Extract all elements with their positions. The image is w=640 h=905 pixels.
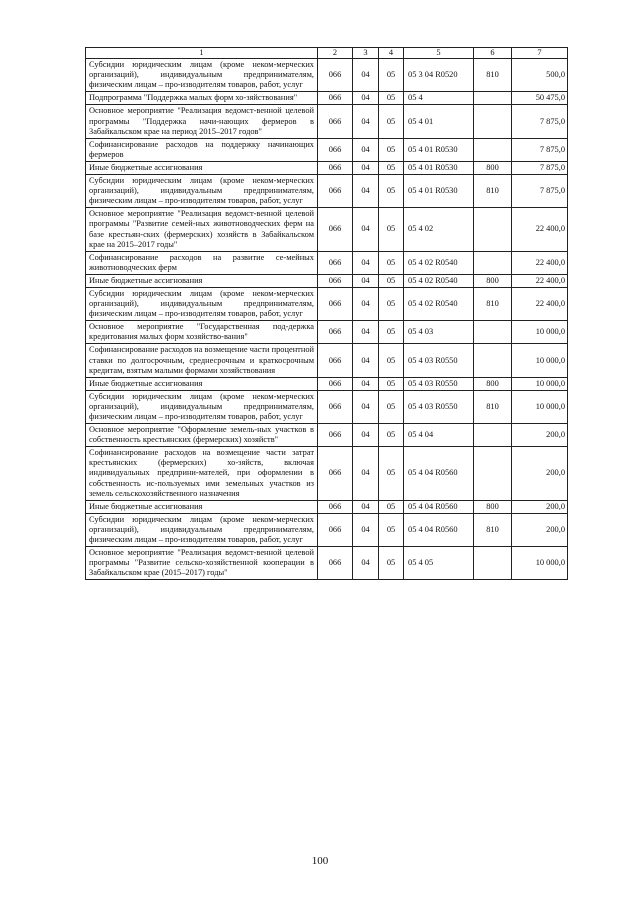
header-col-4: 4: [379, 48, 404, 59]
cell-amount: 7 875,0: [512, 138, 568, 161]
cell-target-article: 05 4 03 R0550: [404, 344, 474, 377]
cell-ministry-code: 066: [318, 59, 353, 92]
table-row: [86, 547, 568, 580]
cell-ministry-code: 066: [318, 92, 353, 105]
cell-target-article: 05 4 04 R0560: [404, 513, 474, 546]
cell-name: Подпрограмма "Поддержка малых форм хо-зяйствования": [86, 92, 318, 105]
cell-ministry-code: 066: [318, 251, 353, 274]
cell-expense-type: [474, 105, 512, 138]
cell-expense-type: 800: [474, 500, 512, 513]
cell-section: 04: [353, 175, 379, 208]
cell-subsection: 05: [379, 500, 404, 513]
budget-table: [85, 47, 568, 580]
cell-amount: 7 875,0: [512, 105, 568, 138]
cell-amount: 200,0: [512, 500, 568, 513]
cell-expense-type: [474, 92, 512, 105]
header-col-2: 2: [318, 48, 353, 59]
cell-section: 04: [353, 138, 379, 161]
table-row: [86, 513, 568, 546]
cell-section: 04: [353, 274, 379, 287]
cell-section: 04: [353, 287, 379, 320]
cell-target-article: 05 4 05: [404, 547, 474, 580]
header-col-3: 3: [353, 48, 379, 59]
cell-section: 04: [353, 208, 379, 251]
cell-name: Субсидии юридическим лицам (кроме неком-мерческих организаций), индивидуальным предпринимателям, физическим лицам – про-изводителям товаров, работ, услуг: [86, 513, 318, 546]
cell-subsection: 05: [379, 251, 404, 274]
cell-ministry-code: 066: [318, 390, 353, 423]
cell-ministry-code: 066: [318, 344, 353, 377]
cell-ministry-code: 066: [318, 447, 353, 500]
cell-ministry-code: 066: [318, 161, 353, 174]
cell-target-article: 05 4 04: [404, 424, 474, 447]
cell-name: Софинансирование расходов на возмещение части затрат крестьянских (фермерских) хо-зяйств, включая индивидуальных предприни-мателей, при оформлении в собственность ис-пользуемых ими земельных участков из земель сельскохозяйственного назначения: [86, 447, 318, 500]
cell-amount: 7 875,0: [512, 175, 568, 208]
table-row: [86, 161, 568, 174]
table-row: [86, 377, 568, 390]
cell-name: Софинансирование расходов на возмещение части процентной ставки по долгосрочным, среднесрочным и краткосрочным кредитам, взятым малыми формами хозяйствования: [86, 344, 318, 377]
header-col-1: 1: [86, 48, 318, 59]
table-row: [86, 287, 568, 320]
cell-target-article: 05 4 04 R0560: [404, 447, 474, 500]
cell-target-article: 05 4 02 R0540: [404, 251, 474, 274]
cell-amount: 7 875,0: [512, 161, 568, 174]
cell-subsection: 05: [379, 161, 404, 174]
table-row: [86, 390, 568, 423]
cell-ministry-code: 066: [318, 208, 353, 251]
cell-name: Иные бюджетные ассигнования: [86, 500, 318, 513]
header-col-6: 6: [474, 48, 512, 59]
cell-name: Субсидии юридическим лицам (кроме неком-мерческих организаций), индивидуальным предпринимателям, физическим лицам – про-изводителям товаров, работ, услуг: [86, 287, 318, 320]
cell-amount: 200,0: [512, 513, 568, 546]
table-row: [86, 138, 568, 161]
cell-expense-type: 810: [474, 390, 512, 423]
cell-target-article: 05 4 01 R0530: [404, 175, 474, 208]
table-row: [86, 175, 568, 208]
cell-subsection: 05: [379, 208, 404, 251]
cell-expense-type: [474, 547, 512, 580]
page-number: 100: [311, 855, 329, 867]
table-row: [86, 208, 568, 251]
cell-section: 04: [353, 344, 379, 377]
cell-section: 04: [353, 161, 379, 174]
table-row: [86, 59, 568, 92]
cell-target-article: 05 4 01: [404, 105, 474, 138]
table-row: [86, 500, 568, 513]
cell-name: Субсидии юридическим лицам (кроме неком-мерческих организаций), индивидуальным предпринимателям, физическим лицам – про-изводителям товаров, работ, услуг: [86, 175, 318, 208]
cell-section: 04: [353, 251, 379, 274]
cell-name: Субсидии юридическим лицам (кроме неком-мерческих организаций), индивидуальным предпринимателям, физическим лицам – про-изводителям товаров, работ, услуг: [86, 390, 318, 423]
cell-expense-type: 800: [474, 377, 512, 390]
cell-amount: 200,0: [512, 424, 568, 447]
cell-expense-type: 810: [474, 287, 512, 320]
cell-expense-type: [474, 424, 512, 447]
table-row: [86, 321, 568, 344]
cell-section: 04: [353, 390, 379, 423]
cell-name: Софинансирование расходов на развитие се-мейных животноводческих ферм: [86, 251, 318, 274]
header-col-7: 7: [512, 48, 568, 59]
cell-subsection: 05: [379, 344, 404, 377]
cell-section: 04: [353, 513, 379, 546]
cell-target-article: 05 4 01 R0530: [404, 138, 474, 161]
cell-amount: 10 000,0: [512, 377, 568, 390]
budget-table-container: [85, 47, 567, 580]
cell-ministry-code: 066: [318, 500, 353, 513]
cell-amount: 10 000,0: [512, 390, 568, 423]
table-row: [86, 274, 568, 287]
cell-expense-type: [474, 321, 512, 344]
header-col-5: 5: [404, 48, 474, 59]
cell-name: Иные бюджетные ассигнования: [86, 161, 318, 174]
cell-section: 04: [353, 377, 379, 390]
cell-ministry-code: 066: [318, 513, 353, 546]
cell-target-article: 05 3 04 R0520: [404, 59, 474, 92]
cell-subsection: 05: [379, 321, 404, 344]
cell-expense-type: 800: [474, 274, 512, 287]
cell-expense-type: [474, 138, 512, 161]
cell-name: Основное мероприятие "Реализация ведомст-венной целевой программы "Поддержка начи-нающих фермеров в Забайкальском крае на период 2015–2017 годов": [86, 105, 318, 138]
cell-expense-type: 800: [474, 161, 512, 174]
cell-amount: 22 400,0: [512, 287, 568, 320]
cell-name: Софинансирование расходов на поддержку начинающих фермеров: [86, 138, 318, 161]
cell-subsection: 05: [379, 274, 404, 287]
cell-amount: 22 400,0: [512, 208, 568, 251]
cell-target-article: 05 4 01 R0530: [404, 161, 474, 174]
cell-amount: 22 400,0: [512, 251, 568, 274]
cell-section: 04: [353, 321, 379, 344]
cell-subsection: 05: [379, 105, 404, 138]
header-row: [86, 48, 568, 59]
cell-name: Субсидии юридическим лицам (кроме неком-мерческих организаций), индивидуальным предпринимателям, физическим лицам – про-изводителям товаров, работ, услуг: [86, 59, 318, 92]
cell-subsection: 05: [379, 138, 404, 161]
cell-section: 04: [353, 424, 379, 447]
cell-section: 04: [353, 92, 379, 105]
cell-target-article: 05 4 03: [404, 321, 474, 344]
cell-amount: 10 000,0: [512, 321, 568, 344]
cell-ministry-code: 066: [318, 175, 353, 208]
cell-name: Иные бюджетные ассигнования: [86, 274, 318, 287]
cell-amount: 500,0: [512, 59, 568, 92]
cell-ministry-code: 066: [318, 547, 353, 580]
cell-expense-type: [474, 251, 512, 274]
table-row: [86, 92, 568, 105]
cell-target-article: 05 4 02 R0540: [404, 287, 474, 320]
cell-subsection: 05: [379, 175, 404, 208]
cell-amount: 22 400,0: [512, 274, 568, 287]
cell-ministry-code: 066: [318, 287, 353, 320]
cell-subsection: 05: [379, 390, 404, 423]
cell-expense-type: [474, 208, 512, 251]
cell-section: 04: [353, 547, 379, 580]
cell-ministry-code: 066: [318, 274, 353, 287]
cell-section: 04: [353, 500, 379, 513]
cell-subsection: 05: [379, 287, 404, 320]
table-row: [86, 447, 568, 500]
table-row: [86, 424, 568, 447]
cell-amount: 200,0: [512, 447, 568, 500]
cell-section: 04: [353, 59, 379, 92]
cell-target-article: 05 4 02: [404, 208, 474, 251]
cell-ministry-code: 066: [318, 138, 353, 161]
cell-ministry-code: 066: [318, 105, 353, 138]
cell-target-article: 05 4 02 R0540: [404, 274, 474, 287]
table-row: [86, 105, 568, 138]
cell-subsection: 05: [379, 59, 404, 92]
cell-expense-type: [474, 447, 512, 500]
cell-subsection: 05: [379, 513, 404, 546]
cell-ministry-code: 066: [318, 321, 353, 344]
cell-name: Основное мероприятие "Государственная под-держка кредитования малых форм хозяйство-вания": [86, 321, 318, 344]
cell-section: 04: [353, 447, 379, 500]
cell-name: Основное мероприятие "Оформление земель-ных участков в собственность крестьянских (фермерских) хозяйств": [86, 424, 318, 447]
cell-target-article: 05 4 03 R0550: [404, 390, 474, 423]
cell-amount: 10 000,0: [512, 547, 568, 580]
cell-amount: 10 000,0: [512, 344, 568, 377]
cell-expense-type: [474, 344, 512, 377]
cell-name: Иные бюджетные ассигнования: [86, 377, 318, 390]
cell-ministry-code: 066: [318, 377, 353, 390]
cell-target-article: 05 4 04 R0560: [404, 500, 474, 513]
cell-amount: 50 475,0: [512, 92, 568, 105]
table-row: [86, 344, 568, 377]
cell-expense-type: 810: [474, 175, 512, 208]
cell-subsection: 05: [379, 92, 404, 105]
cell-expense-type: 810: [474, 59, 512, 92]
cell-expense-type: 810: [474, 513, 512, 546]
cell-name: Основное мероприятие "Реализация ведомст-венной целевой программы "Развитие сельско-хозяйственной кооперации в Забайкальском крае (2015–2017) годы": [86, 547, 318, 580]
cell-target-article: 05 4 03 R0550: [404, 377, 474, 390]
cell-target-article: 05 4: [404, 92, 474, 105]
cell-subsection: 05: [379, 447, 404, 500]
cell-ministry-code: 066: [318, 424, 353, 447]
cell-name: Основное мероприятие "Реализация ведомст-венной целевой программы "Развитие семей-ных животноводческих ферм на базе крестьян-ских (фермерских) хозяйств в Забайкальском крае на 2015–2017 годы": [86, 208, 318, 251]
table-row: [86, 251, 568, 274]
cell-subsection: 05: [379, 424, 404, 447]
cell-section: 04: [353, 105, 379, 138]
cell-subsection: 05: [379, 547, 404, 580]
cell-subsection: 05: [379, 377, 404, 390]
